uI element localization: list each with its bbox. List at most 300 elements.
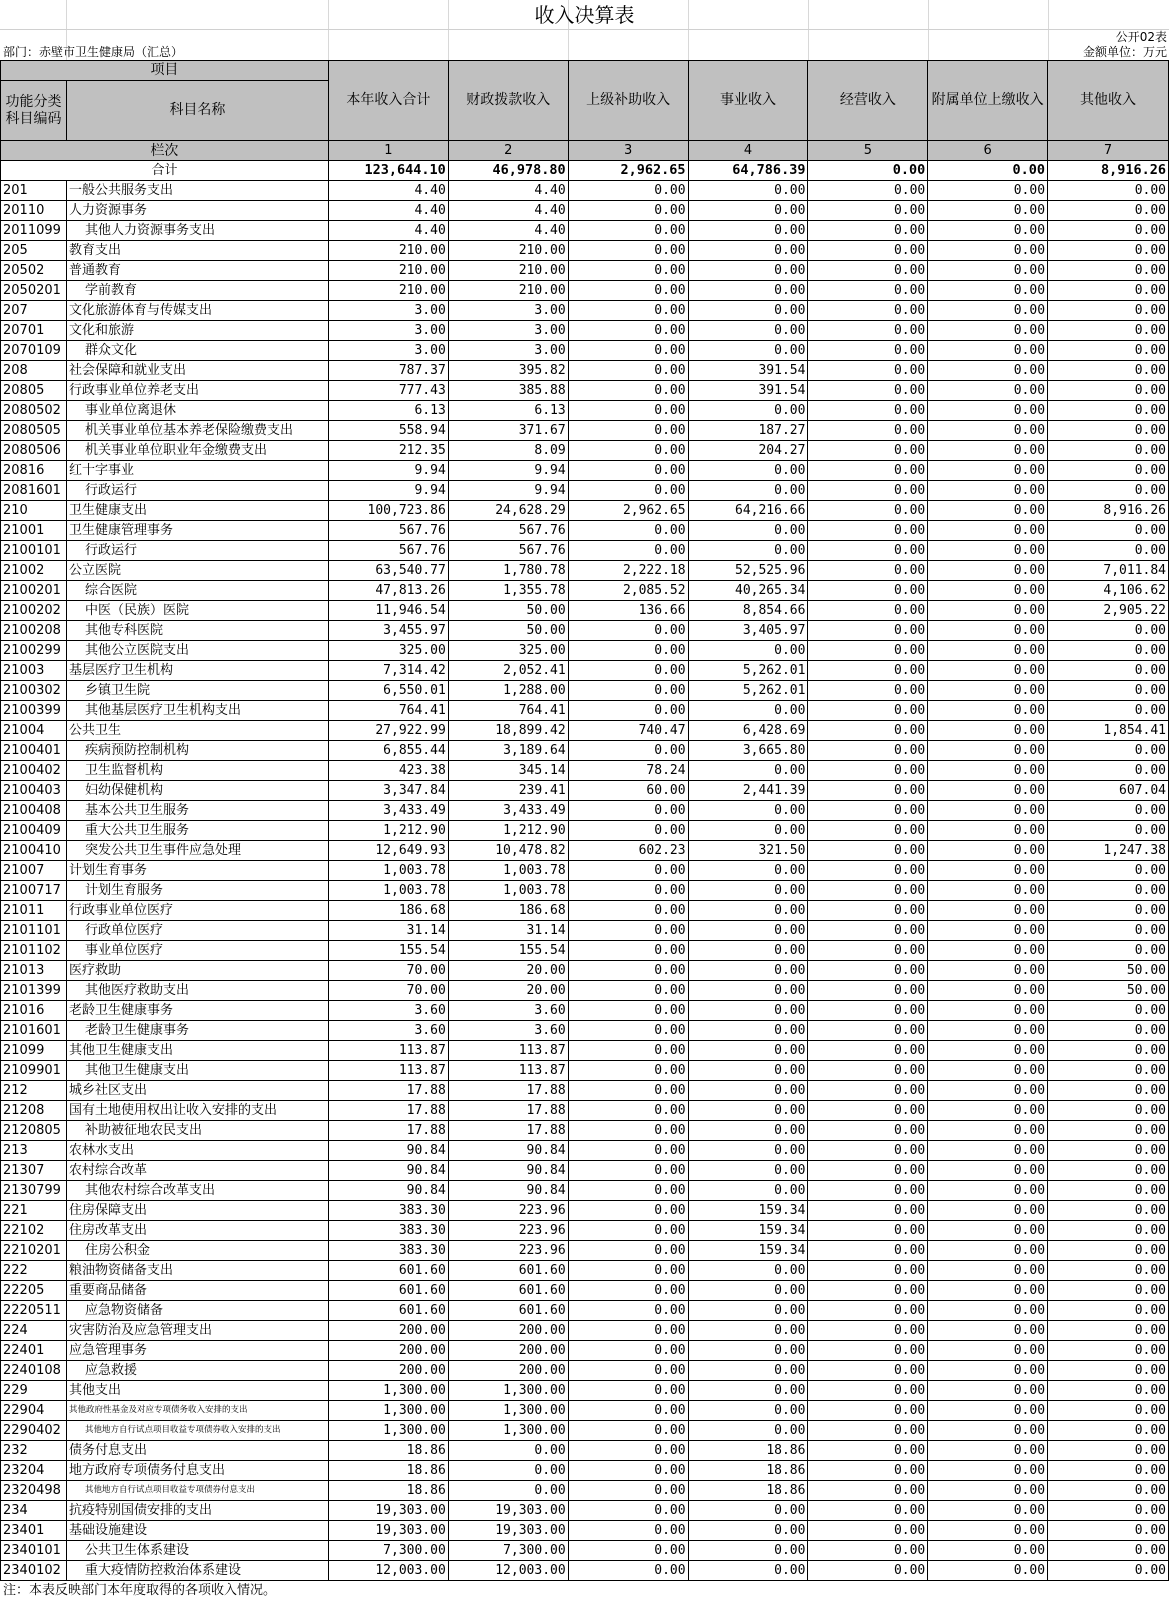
col-header-3: 上级补助收入 <box>568 61 688 141</box>
amount-cell: 0.00 <box>1048 241 1169 261</box>
subject-name: 重大疫情防控救治体系建设 <box>66 1561 328 1581</box>
header-item: 项目 <box>1 61 329 81</box>
amount-cell: 325.00 <box>328 641 448 661</box>
amount-cell: 0.00 <box>1048 1101 1169 1121</box>
amount-cell: 3,433.49 <box>328 801 448 821</box>
amount-cell: 0.00 <box>808 481 928 501</box>
subject-code: 205 <box>1 241 67 261</box>
amount-cell: 0.00 <box>928 801 1048 821</box>
subject-name: 计划生育服务 <box>66 881 328 901</box>
subject-code: 22401 <box>1 1341 67 1361</box>
amount-cell: 0.00 <box>1048 341 1169 361</box>
col-number: 3 <box>568 141 688 161</box>
amount-cell: 0.00 <box>808 861 928 881</box>
amount-cell: 0.00 <box>808 701 928 721</box>
table-row <box>1 1041 1169 1061</box>
amount-cell: 0.00 <box>688 1301 808 1321</box>
amount-cell: 0.00 <box>928 761 1048 781</box>
table-row <box>1 1181 1169 1201</box>
amount-cell: 0.00 <box>1048 1241 1169 1261</box>
amount-cell: 0.00 <box>808 1201 928 1221</box>
subject-code: 22102 <box>1 1221 67 1241</box>
subject-code: 222 <box>1 1261 67 1281</box>
subject-name: 其他地方自行试点项目收益专项债券收入安排的支出 <box>66 1421 328 1441</box>
amount-cell: 3.00 <box>328 301 448 321</box>
subject-name: 文化和旅游 <box>66 321 328 341</box>
subject-code: 2101399 <box>1 981 67 1001</box>
amount-cell: 0.00 <box>568 881 688 901</box>
amount-cell: 0.00 <box>1048 1321 1169 1341</box>
amount-cell: 0.00 <box>928 1081 1048 1101</box>
col-number: 1 <box>328 141 448 161</box>
amount-cell: 3,665.80 <box>688 741 808 761</box>
amount-cell: 0.00 <box>928 1341 1048 1361</box>
table-row <box>1 1361 1169 1381</box>
amount-cell: 0.00 <box>928 441 1048 461</box>
amount-cell: 0.00 <box>568 181 688 201</box>
subject-name: 卫生健康管理事务 <box>66 521 328 541</box>
amount-cell: 0.00 <box>1048 1021 1169 1041</box>
amount-cell: 31.14 <box>448 921 568 941</box>
table-row <box>1 1401 1169 1421</box>
amount-cell: 159.34 <box>688 1221 808 1241</box>
amount-cell: 113.87 <box>328 1061 448 1081</box>
amount-cell: 0.00 <box>1048 1501 1169 1521</box>
amount-cell: 0.00 <box>808 721 928 741</box>
subject-code: 2100409 <box>1 821 67 841</box>
subject-name: 其他医疗救助支出 <box>66 981 328 1001</box>
amount-cell: 0.00 <box>808 1541 928 1561</box>
total-value: 8,916.26 <box>1048 161 1169 181</box>
col-header-7: 其他收入 <box>1048 61 1169 141</box>
amount-cell: 155.54 <box>448 941 568 961</box>
amount-cell: 0.00 <box>808 1021 928 1041</box>
amount-cell: 3,347.84 <box>328 781 448 801</box>
amount-cell: 0.00 <box>808 461 928 481</box>
amount-cell: 0.00 <box>808 661 928 681</box>
amount-cell: 0.00 <box>928 1421 1048 1441</box>
amount-cell: 0.00 <box>1048 901 1169 921</box>
amount-cell: 0.00 <box>688 1101 808 1121</box>
amount-cell: 7,314.42 <box>328 661 448 681</box>
amount-cell: 0.00 <box>568 1401 688 1421</box>
subject-code: 2340102 <box>1 1561 67 1581</box>
table-row <box>1 541 1169 561</box>
amount-cell: 18.86 <box>688 1481 808 1501</box>
amount-cell: 601.60 <box>448 1301 568 1321</box>
amount-cell: 0.00 <box>808 941 928 961</box>
amount-cell: 0.00 <box>928 201 1048 221</box>
amount-cell: 19,303.00 <box>328 1501 448 1521</box>
amount-cell: 0.00 <box>808 1401 928 1421</box>
amount-cell: 0.00 <box>928 321 1048 341</box>
subject-code: 21307 <box>1 1161 67 1181</box>
amount-cell: 0.00 <box>808 1461 928 1481</box>
amount-cell: 345.14 <box>448 761 568 781</box>
amount-cell: 187.27 <box>688 421 808 441</box>
amount-cell: 0.00 <box>568 1541 688 1561</box>
amount-cell: 0.00 <box>928 1061 1048 1081</box>
amount-cell: 7,300.00 <box>328 1541 448 1561</box>
subject-name: 粮油物资储备支出 <box>66 1261 328 1281</box>
col-number: 6 <box>928 141 1048 161</box>
amount-cell: 6,855.44 <box>328 741 448 761</box>
amount-cell: 8,916.26 <box>1048 501 1169 521</box>
header-func-code: 功能分类科目编码 <box>1 81 67 141</box>
amount-cell: 0.00 <box>1048 1461 1169 1481</box>
amount-cell: 0.00 <box>808 501 928 521</box>
amount-cell: 204.27 <box>688 441 808 461</box>
subject-code: 2080502 <box>1 401 67 421</box>
total-value: 0.00 <box>808 161 928 181</box>
amount-cell: 0.00 <box>928 601 1048 621</box>
subject-name: 农村综合改革 <box>66 1161 328 1181</box>
subject-code: 2100201 <box>1 581 67 601</box>
table-row <box>1 1281 1169 1301</box>
amount-cell: 0.00 <box>928 1541 1048 1561</box>
amount-cell: 239.41 <box>448 781 568 801</box>
amount-cell: 0.00 <box>808 321 928 341</box>
subject-code: 2100401 <box>1 741 67 761</box>
amount-cell: 1,355.78 <box>448 581 568 601</box>
amount-cell: 200.00 <box>448 1321 568 1341</box>
table-row <box>1 1461 1169 1481</box>
amount-cell: 0.00 <box>1048 821 1169 841</box>
amount-cell: 4.40 <box>328 201 448 221</box>
amount-cell: 0.00 <box>808 1301 928 1321</box>
subject-code: 224 <box>1 1321 67 1341</box>
amount-cell: 4.40 <box>448 181 568 201</box>
amount-cell: 0.00 <box>808 341 928 361</box>
table-row <box>1 561 1169 581</box>
subject-code: 20110 <box>1 201 67 221</box>
total-value: 2,962.65 <box>568 161 688 181</box>
amount-cell: 50.00 <box>448 601 568 621</box>
table-row <box>1 1381 1169 1401</box>
amount-cell: 0.00 <box>568 701 688 721</box>
total-value: 46,978.80 <box>448 161 568 181</box>
amount-cell: 0.00 <box>568 1281 688 1301</box>
table-row <box>1 1161 1169 1181</box>
amount-cell: 0.00 <box>688 1181 808 1201</box>
amount-cell: 78.24 <box>568 761 688 781</box>
amount-cell: 0.00 <box>808 181 928 201</box>
amount-cell: 0.00 <box>928 521 1048 541</box>
subject-code: 210 <box>1 501 67 521</box>
amount-cell: 0.00 <box>1048 381 1169 401</box>
amount-cell: 0.00 <box>1048 181 1169 201</box>
amount-cell: 1,300.00 <box>448 1421 568 1441</box>
amount-cell: 1,003.78 <box>328 881 448 901</box>
amount-cell: 90.84 <box>448 1181 568 1201</box>
amount-cell: 6.13 <box>448 401 568 421</box>
total-value: 123,644.10 <box>328 161 448 181</box>
amount-cell: 7,011.84 <box>1048 561 1169 581</box>
amount-cell: 0.00 <box>808 1241 928 1261</box>
table-row <box>1 741 1169 761</box>
amount-cell: 740.47 <box>568 721 688 741</box>
amount-cell: 200.00 <box>328 1341 448 1361</box>
amount-cell: 0.00 <box>808 781 928 801</box>
amount-cell: 0.00 <box>688 461 808 481</box>
subject-name: 补助被征地农民支出 <box>66 1121 328 1141</box>
amount-cell: 0.00 <box>688 941 808 961</box>
subject-code: 21013 <box>1 961 67 981</box>
subject-code: 2100410 <box>1 841 67 861</box>
subject-name: 其他人力资源事务支出 <box>66 221 328 241</box>
amount-cell: 1,247.38 <box>1048 841 1169 861</box>
amount-cell: 0.00 <box>808 641 928 661</box>
amount-cell: 0.00 <box>808 761 928 781</box>
amount-cell: 3.00 <box>448 321 568 341</box>
amount-cell: 0.00 <box>688 1501 808 1521</box>
amount-cell: 0.00 <box>928 1141 1048 1161</box>
amount-cell: 0.00 <box>568 801 688 821</box>
amount-cell: 0.00 <box>568 1041 688 1061</box>
amount-cell: 0.00 <box>1048 321 1169 341</box>
amount-cell: 0.00 <box>928 1021 1048 1041</box>
amount-cell: 0.00 <box>808 1341 928 1361</box>
amount-cell: 4,106.62 <box>1048 581 1169 601</box>
amount-cell: 12,003.00 <box>448 1561 568 1581</box>
footnote: 注：本表反映部门本年度取得的各项收入情况。 <box>3 1583 277 1598</box>
table-row <box>1 881 1169 901</box>
subject-code: 2101101 <box>1 921 67 941</box>
amount-cell: 0.00 <box>1048 401 1169 421</box>
subject-name: 农林水支出 <box>66 1141 328 1161</box>
income-table <box>0 60 1169 1581</box>
amount-cell: 0.00 <box>808 1261 928 1281</box>
amount-cell: 0.00 <box>928 921 1048 941</box>
amount-cell: 0.00 <box>688 261 808 281</box>
amount-cell: 0.00 <box>688 701 808 721</box>
col-header-5: 经营收入 <box>808 61 928 141</box>
subject-name: 计划生育事务 <box>66 861 328 881</box>
table-row <box>1 461 1169 481</box>
amount-cell: 0.00 <box>448 1481 568 1501</box>
amount-cell: 567.76 <box>328 541 448 561</box>
amount-cell: 113.87 <box>448 1061 568 1081</box>
amount-cell: 0.00 <box>928 1181 1048 1201</box>
amount-cell: 223.96 <box>448 1241 568 1261</box>
amount-cell: 0.00 <box>568 361 688 381</box>
amount-cell: 1,212.90 <box>328 821 448 841</box>
table-row <box>1 1241 1169 1261</box>
amount-cell: 0.00 <box>808 1521 928 1541</box>
table-row <box>1 361 1169 381</box>
subject-name: 重大公共卫生服务 <box>66 821 328 841</box>
table-row <box>1 1541 1169 1561</box>
amount-cell: 0.00 <box>808 1361 928 1381</box>
amount-cell: 3.00 <box>328 321 448 341</box>
subject-code: 2050201 <box>1 281 67 301</box>
amount-cell: 159.34 <box>688 1201 808 1221</box>
amount-cell: 0.00 <box>808 521 928 541</box>
table-row <box>1 1261 1169 1281</box>
amount-cell: 0.00 <box>928 1261 1048 1281</box>
amount-cell: 395.82 <box>448 361 568 381</box>
subject-name: 事业单位医疗 <box>66 941 328 961</box>
amount-cell: 0.00 <box>1048 481 1169 501</box>
amount-cell: 601.60 <box>328 1301 448 1321</box>
amount-cell: 0.00 <box>568 401 688 421</box>
amount-cell: 0.00 <box>928 361 1048 381</box>
amount-cell: 0.00 <box>568 1061 688 1081</box>
amount-cell: 4.40 <box>448 201 568 221</box>
table-code: 公开02表 <box>1115 30 1167 44</box>
subject-code: 2100202 <box>1 601 67 621</box>
subject-name: 其他政府性基金及对应专项债务收入安排的支出 <box>66 1401 328 1421</box>
amount-cell: 0.00 <box>928 1561 1048 1581</box>
subject-name: 红十字事业 <box>66 461 328 481</box>
amount-cell: 100,723.86 <box>328 501 448 521</box>
table-row <box>1 581 1169 601</box>
subject-name: 应急救援 <box>66 1361 328 1381</box>
amount-cell: 1,003.78 <box>448 861 568 881</box>
table-row <box>1 1561 1169 1581</box>
amount-cell: 0.00 <box>568 681 688 701</box>
amount-cell: 0.00 <box>928 301 1048 321</box>
subject-name: 应急物资储备 <box>66 1301 328 1321</box>
amount-cell: 0.00 <box>1048 1361 1169 1381</box>
amount-cell: 0.00 <box>1048 461 1169 481</box>
subject-code: 2290402 <box>1 1421 67 1441</box>
subject-name: 乡镇卫生院 <box>66 681 328 701</box>
amount-cell: 159.34 <box>688 1241 808 1261</box>
table-row <box>1 281 1169 301</box>
subject-code: 229 <box>1 1381 67 1401</box>
amount-cell: 2,052.41 <box>448 661 568 681</box>
amount-cell: 0.00 <box>808 1381 928 1401</box>
amount-cell: 0.00 <box>928 401 1048 421</box>
table-row <box>1 621 1169 641</box>
amount-cell: 0.00 <box>688 761 808 781</box>
amount-cell: 0.00 <box>808 581 928 601</box>
amount-cell: 0.00 <box>928 901 1048 921</box>
amount-cell: 0.00 <box>1048 741 1169 761</box>
subject-name: 公共卫生 <box>66 721 328 741</box>
amount-cell: 0.00 <box>688 281 808 301</box>
table-row <box>1 501 1169 521</box>
amount-cell: 18.86 <box>688 1461 808 1481</box>
amount-cell: 0.00 <box>1048 1161 1169 1181</box>
amount-cell: 0.00 <box>688 241 808 261</box>
table-row <box>1 1141 1169 1161</box>
amount-cell: 223.96 <box>448 1201 568 1221</box>
amount-cell: 0.00 <box>1048 441 1169 461</box>
subject-code: 21011 <box>1 901 67 921</box>
subject-name: 其他农村综合改革支出 <box>66 1181 328 1201</box>
amount-cell: 601.60 <box>448 1261 568 1281</box>
amount-cell: 8.09 <box>448 441 568 461</box>
amount-cell: 0.00 <box>568 201 688 221</box>
table-row <box>1 1301 1169 1321</box>
amount-cell: 18,899.42 <box>448 721 568 741</box>
amount-cell: 0.00 <box>568 1081 688 1101</box>
amount-cell: 1,780.78 <box>448 561 568 581</box>
amount-cell: 0.00 <box>928 1001 1048 1021</box>
subject-name: 妇幼保健机构 <box>66 781 328 801</box>
amount-cell: 0.00 <box>808 801 928 821</box>
amount-cell: 0.00 <box>688 881 808 901</box>
subject-name: 行政单位医疗 <box>66 921 328 941</box>
amount-cell: 0.00 <box>928 461 1048 481</box>
table-row <box>1 1001 1169 1021</box>
amount-cell: 210.00 <box>328 281 448 301</box>
amount-cell: 0.00 <box>808 1441 928 1461</box>
amount-cell: 601.60 <box>328 1261 448 1281</box>
amount-cell: 787.37 <box>328 361 448 381</box>
amount-cell: 2,085.52 <box>568 581 688 601</box>
amount-cell: 602.23 <box>568 841 688 861</box>
amount-cell: 212.35 <box>328 441 448 461</box>
amount-cell: 3.00 <box>448 301 568 321</box>
amount-cell: 18.86 <box>328 1441 448 1461</box>
subject-name: 国有土地使用权出让收入安排的支出 <box>66 1101 328 1121</box>
col-header-4: 事业收入 <box>688 61 808 141</box>
table-row <box>1 861 1169 881</box>
amount-cell: 0.00 <box>928 1301 1048 1321</box>
subject-code: 21208 <box>1 1101 67 1121</box>
amount-cell: 1,300.00 <box>328 1381 448 1401</box>
amount-cell: 0.00 <box>688 541 808 561</box>
subject-name: 群众文化 <box>66 341 328 361</box>
amount-cell: 18.86 <box>328 1481 448 1501</box>
amount-cell: 1,300.00 <box>328 1421 448 1441</box>
amount-cell: 0.00 <box>808 1501 928 1521</box>
subject-name: 事业单位离退休 <box>66 401 328 421</box>
amount-cell: 0.00 <box>928 1381 1048 1401</box>
amount-cell: 0.00 <box>1048 261 1169 281</box>
subject-name: 卫生健康支出 <box>66 501 328 521</box>
amount-cell: 0.00 <box>808 1101 928 1121</box>
amount-cell: 0.00 <box>688 1561 808 1581</box>
amount-cell: 0.00 <box>928 581 1048 601</box>
amount-cell: 0.00 <box>1048 1061 1169 1081</box>
amount-cell: 2,962.65 <box>568 501 688 521</box>
amount-cell: 0.00 <box>928 1241 1048 1261</box>
amount-cell: 0.00 <box>1048 201 1169 221</box>
table-row <box>1 781 1169 801</box>
amount-cell: 1,003.78 <box>448 881 568 901</box>
amount-cell: 0.00 <box>928 1121 1048 1141</box>
amount-cell: 0.00 <box>688 181 808 201</box>
amount-cell: 0.00 <box>688 641 808 661</box>
amount-cell: 0.00 <box>1048 661 1169 681</box>
table-row <box>1 1321 1169 1341</box>
subject-name: 债务付息支出 <box>66 1441 328 1461</box>
amount-cell: 764.41 <box>448 701 568 721</box>
amount-cell: 0.00 <box>808 741 928 761</box>
amount-cell: 0.00 <box>1048 801 1169 821</box>
amount-cell: 383.30 <box>328 1241 448 1261</box>
amount-cell: 0.00 <box>1048 1441 1169 1461</box>
amount-cell: 20.00 <box>448 981 568 1001</box>
amount-cell: 0.00 <box>568 381 688 401</box>
subject-code: 2320498 <box>1 1481 67 1501</box>
subject-name: 行政事业单位医疗 <box>66 901 328 921</box>
table-row <box>1 801 1169 821</box>
table-row <box>1 1081 1169 1101</box>
subject-code: 20805 <box>1 381 67 401</box>
col-header-1: 本年收入合计 <box>328 61 448 141</box>
amount-cell: 423.38 <box>328 761 448 781</box>
table-row <box>1 601 1169 621</box>
amount-cell: 0.00 <box>568 661 688 681</box>
subject-name: 基础设施建设 <box>66 1521 328 1541</box>
subject-code: 208 <box>1 361 67 381</box>
amount-cell: 0.00 <box>1048 421 1169 441</box>
